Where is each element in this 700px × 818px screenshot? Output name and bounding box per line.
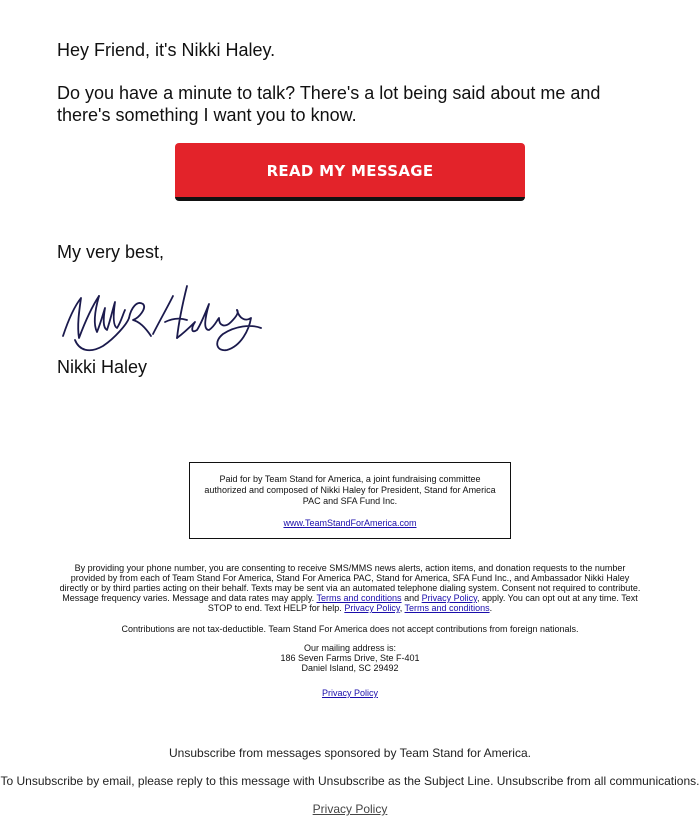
footer-privacy-link[interactable]: Privacy Policy	[321, 688, 378, 698]
privacy-policy-link-2[interactable]: Privacy Policy	[344, 603, 400, 613]
signature-image	[55, 278, 265, 358]
paid-for-text: Paid for by Team Stand for America, a joint fundraising committee authorized and composed of Nikki Haley for President, Stand for America PAC and SFA Fund Inc.	[204, 474, 496, 506]
greeting-text: Hey Friend, it's Nikki Haley.	[57, 40, 276, 60]
address-line-1: 186 Seven Farms Drive, Ste F-401	[280, 653, 420, 663]
intro-text: Do you have a minute to talk? There's a lot being said about me and there's something I want you to know.	[57, 83, 601, 125]
terms-link-2[interactable]: Terms and conditions	[404, 603, 490, 613]
privacy-policy-link[interactable]: Privacy Policy	[421, 593, 477, 603]
sms-consent-notice: By providing your phone number, you are consenting to receive SMS/MMS news alerts, action items, and donation requests to the number provided by from each of Team Stand For America, Stand For America PAC, Stand for America, SFA Fund Inc., and Ambassador Nikki Haley directly or by third parties acting on their behalf. Texts may be sent via an automated telephone dialing system. Consent not required to contribute. Message frequency varies. Message and data rates may apply. Terms and conditions and Privacy Policy, apply. You can opt out at any time. Text STOP to end. Text HELP for help. Privacy Policy, Terms and conditions.	[59, 563, 641, 613]
read-my-message-button[interactable]: READ MY MESSAGE	[175, 143, 525, 201]
bottom-privacy-link[interactable]: Privacy Policy	[312, 802, 388, 816]
bottom-privacy	[0, 802, 700, 816]
contributions-notice: Contributions are not tax-deductible. Team Stand For America does not accept contributions from foreign nationals.	[121, 624, 579, 634]
sms-consent-text: By providing your phone number, you are consenting to receive SMS/MMS news alerts, action items, and donation requests to the number provided by from each of Team Stand For America, Stand For America PAC, Stand for America, SFA Fund Inc., and Ambassador Nikki Haley directly or by third parties acting on their behalf. Texts may be sent via an automated telephone dialing system. Consent not required to contribute. Message frequency varies. Message and data rates may apply.	[59, 563, 641, 603]
website-link[interactable]: www.TeamStandForAmerica.com	[283, 518, 417, 528]
mailing-address	[0, 643, 700, 673]
and-text: and	[404, 593, 420, 603]
address-line-2: Daniel Island, SC 29492	[301, 663, 399, 673]
signature-name: Nikki Haley	[57, 357, 148, 377]
terms-link[interactable]: Terms and conditions	[316, 593, 402, 603]
paid-for-disclaimer-box	[189, 462, 511, 539]
mailing-address-label: Our mailing address is:	[303, 643, 397, 653]
unsubscribe-email-text: To Unsubscribe by email, please reply to this message with Unsubscribe as the Subject Line. Unsubscribe from all communications.	[0, 774, 700, 788]
closing-text: My very best,	[57, 242, 165, 262]
opt-out-text: apply. You can opt out at any time. Text STOP to end. Text HELP for help.	[207, 593, 638, 613]
footer-privacy	[0, 688, 700, 699]
unsubscribe-sponsored-text: Unsubscribe from messages sponsored by Team Stand for America.	[169, 746, 531, 760]
